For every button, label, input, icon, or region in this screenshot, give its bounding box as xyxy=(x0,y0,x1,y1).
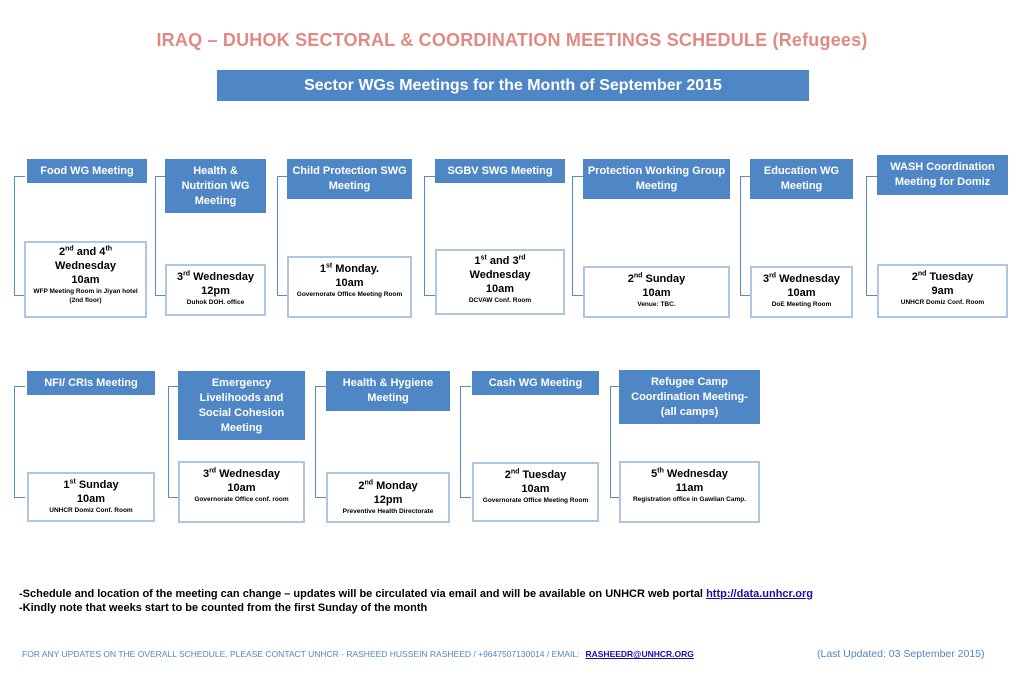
meeting-header-sgbv: SGBV SWG Meeting xyxy=(435,159,565,183)
meeting-detail-camp: 5th Wednesday 11am Registration office in Gawilan Camp. xyxy=(619,461,760,523)
bracket-protection xyxy=(572,176,573,296)
meeting-detail-cash: 2nd Tuesday 10am Governorate Office Meeting Room xyxy=(472,462,599,522)
notes xyxy=(19,587,813,615)
bracket-child xyxy=(277,176,278,296)
meeting-detail-livelihoods: 3rd Wednesday 10am Governorate Office conf. room xyxy=(178,461,305,523)
bracket-hygiene xyxy=(315,386,316,498)
meeting-header-camp: Refugee Camp Coordination Meeting- (all camps) xyxy=(619,370,760,424)
meeting-detail-wash: 2nd Tuesday 9am UNHCR Domiz Conf. Room xyxy=(877,264,1008,318)
meeting-detail-health: 3rd Wednesday 12pm Duhok DOH. office xyxy=(165,264,266,316)
bracket-food xyxy=(14,176,15,296)
bracket-wash xyxy=(866,176,867,296)
bracket-sgbv xyxy=(424,176,425,296)
bracket-health xyxy=(155,176,156,296)
contact-email-link[interactable]: RASHEEDR@UNHCR.ORG xyxy=(585,649,694,659)
meeting-header-cash: Cash WG Meeting xyxy=(472,371,599,395)
meeting-header-food: Food WG Meeting xyxy=(27,159,147,183)
meeting-detail-sgbv: 1st and 3rd Wednesday 10am DCVAW Conf. Room xyxy=(435,249,565,315)
meeting-header-livelihoods: Emergency Livelihoods and Social Cohesion Meeting xyxy=(178,371,305,440)
meeting-header-child: Child Protection SWG Meeting xyxy=(287,159,412,199)
note-schedule-change: -Schedule and location of the meeting can change – updates will be circulated via email and will be available on UNHCR web portal xyxy=(19,588,703,600)
note-weeks: -Kindly note that weeks start to be counted from the first Sunday of the month xyxy=(19,602,428,614)
footer-contact: FOR ANY UPDATES ON THE OVERALL SCHEDULE, PLEASE CONTACT UNHCR - RASHEED HUSSEIN RASHEED / +9647507130014 / EMAIL: xyxy=(22,649,580,659)
meeting-header-protection: Protection Working Group Meeting xyxy=(583,159,730,199)
bracket-nfi xyxy=(14,386,15,498)
bracket-education xyxy=(740,176,741,296)
meeting-header-nfi: NFI/ CRIs Meeting xyxy=(27,371,155,395)
footer xyxy=(22,648,985,660)
meeting-detail-child: 1st Monday. 10am Governorate Office Meeting Room xyxy=(287,256,412,318)
meeting-header-education: Education WG Meeting xyxy=(750,159,853,199)
meeting-detail-nfi: 1st Sunday 10am UNHCR Domiz Conf. Room xyxy=(27,472,155,522)
meeting-detail-protection: 2nd Sunday 10am Venue: TBC. xyxy=(583,266,730,318)
last-updated: (Last Updated: 03 September 2015) xyxy=(817,648,985,660)
month-banner: Sector WGs Meetings for the Month of September 2015 xyxy=(217,70,809,101)
page-title: IRAQ – DUHOK SECTORAL & COORDINATION MEETINGS SCHEDULE (Refugees) xyxy=(156,30,868,50)
bracket-livelihoods xyxy=(168,386,169,498)
meeting-detail-education: 3rd Wednesday 10am DoE Meeting Room xyxy=(750,266,853,318)
meeting-detail-hygiene: 2nd Monday 12pm Preventive Health Directorate xyxy=(326,472,450,523)
unhcr-portal-link[interactable]: http://data.unhcr.org xyxy=(706,588,814,600)
bracket-camp xyxy=(610,386,611,498)
meeting-header-wash: WASH Coordination Meeting for Domiz xyxy=(877,155,1008,195)
meeting-header-hygiene: Health & Hygiene Meeting xyxy=(326,371,450,411)
meeting-header-health: Health & Nutrition WG Meeting xyxy=(165,159,266,213)
bracket-cash xyxy=(460,386,461,498)
meeting-detail-food: 2nd and 4th Wednesday 10am WFP Meeting Room in Jiyan hotel (2nd floor) xyxy=(24,241,147,318)
